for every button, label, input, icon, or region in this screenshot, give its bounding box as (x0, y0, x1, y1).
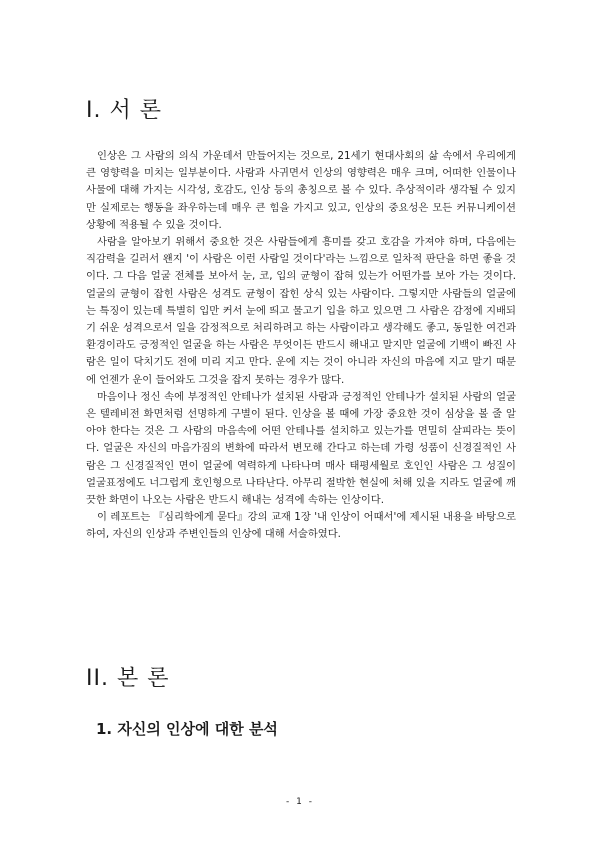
section-heading-body: II. 본 론 (86, 666, 170, 691)
introduction-body (86, 148, 516, 544)
paragraph: 인상은 그 사람의 의식 가운데서 만들어지는 것으로, 21세기 현대사회의 삶 속에서 우리에게 큰 영향력을 미치는 일부분이다. 사람과 사귀면서 인상의 영향력은 매우 크며, 어떠한 인물이나 사물에 대해 가지는 시각성, 호감도, 인상 등의 총칭으로 볼 수 있다. 추상적이라 생각될 수 있지만 실제로는 행동을 좌우하는데 매우 큰 힘을 가지고 있고, 인상의 중요성은 모든 커뮤니케이션 상황에 적용될 수 있을 것이다. (86, 150, 516, 231)
paragraph: 마음이나 정신 속에 부정적인 안테나가 설치된 사람과 긍정적인 안테나가 설치된 사람의 얼굴은 텔레비전 화면처럼 선명하게 구별이 된다. 인상을 볼 때에 가장 중요한 것이 심상을 볼 줄 알아야 한다는 것은 그 사람의 마음속에 어떤 안테나를 설치하고 있는가를 면밀히 살피라는 뜻이다. 얼굴은 자신의 마음가짐의 변화에 따라서 변모해 간다고 하는데 가령 성품이 신경질적인 사람은 그 신경질적인 면이 얼굴에 역력하게 나타나며 매사 태평세월로 호인인 사람은 그 성질이 얼굴표정에도 너그럽게 호인형으로 나타난다. 아무리 절박한 현실에 처해 있을 지라도 얼굴에 깨끗한 화면이 나오는 사람은 반드시 해내는 성격에 속하는 인상이다. (86, 390, 516, 507)
page-number: - 1 - (286, 797, 314, 807)
paragraph: 사람을 알아보기 위해서 중요한 것은 사람들에게 흥미를 갖고 호감을 가져야 하며, 다음에는 직감력을 길러서 왠지 '이 사람은 이런 사람일 것이다'라는 느낌으로 일차적 판단을 하면 좋을 것이다. 그 다음 얼굴 전체를 보아서 눈, 코, 입의 균형이 잡혀 있는가 어떤가를 보아 가는 것이다. 얼굴의 균형이 잡힌 사람은 성격도 균형이 잡힌 상식 있는 사람이다. 그렇지만 사람들의 얼굴에는 특징이 있는데 특별히 입만 커서 눈에 띄고 물고기 입을 하고 있으면 그 사람은 감정에 지배되기 쉬운 성격으로서 일을 감정적으로 처리하려고 하는 사람이라고 생각해도 좋고, 동일한 여건과 환경이라도 긍정적인 얼굴을 하는 사람은 무엇이든 반드시 해내고 말지만 얼굴에 기백이 빠진 사람은 일이 닥치기도 전에 미리 지고 만다. 운에 지는 것이 아니라 자신의 마음에 지고 말기 때문에 언젠가 운이 들어와도 그것을 잡지 못하는 경우가 많다. (86, 236, 516, 386)
section-heading-introduction: I. 서 론 (86, 98, 162, 123)
subsection-heading: 1. 자신의 인상에 대한 분석 (96, 720, 278, 738)
paragraph: 이 레포트는 『심리학에게 묻다』강의 교재 1장 '내 인상이 어때서'에 제시된 내용을 바탕으로 하여, 자신의 인상과 주변인들의 인상에 대해 서술하였다. (86, 511, 516, 541)
